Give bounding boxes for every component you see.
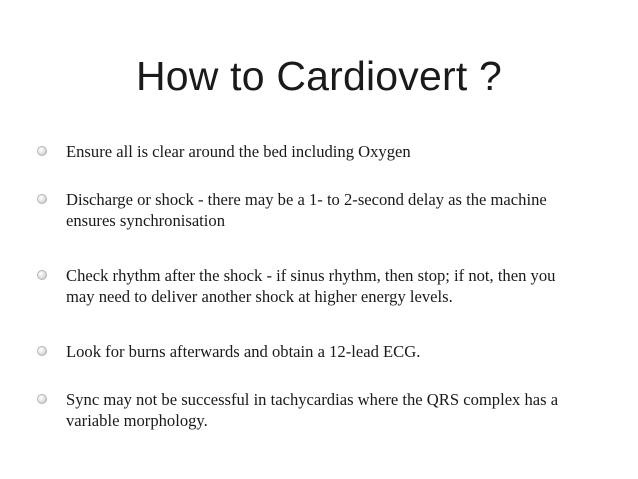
bullet-dot-icon [37,394,47,404]
bullet-text: Sync may not be successful in tachycardias where the QRS complex has a variable morphology. [66,390,559,430]
slide-title: How to Cardiovert ? [135,53,503,99]
bullet-dot-icon [37,194,47,204]
bullet-dot-icon [37,270,47,280]
bullet-text: Look for burns afterwards and obtain a 12-lead ECG. [66,342,421,361]
bullet-item [66,189,586,231]
bullet-item [66,389,586,431]
bullet-text: Ensure all is clear around the bed including Oxygen [66,142,411,161]
bullet-dot-icon [37,146,47,156]
bullet-item [66,141,586,162]
bullet-text: Check rhythm after the shock - if sinus rhythm, then stop; if not, then you may need to deliver another shock at higher energy levels. [66,266,556,306]
bullet-item [66,265,586,307]
bullet-text: Discharge or shock - there may be a 1- to 2-second delay as the machine ensures synchronisation [66,190,547,230]
bullet-dot-icon [37,346,47,356]
bullet-item [66,341,586,362]
